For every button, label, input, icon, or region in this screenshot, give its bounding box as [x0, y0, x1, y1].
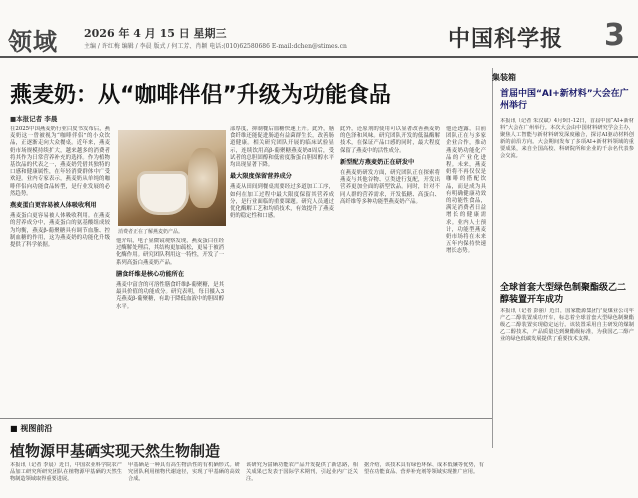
bottom-column-1: 本报讯（记者 李晨）近日，中国农业科学院农产品加工研究所研究团队在植物源甲基硒的天然生物制造领域取得重要进展。: [10, 462, 122, 482]
article-column-4: [340, 126, 440, 416]
sidebar-headline-2: 全球首套大型绿色制聚酯级乙二醇装置开车成功: [500, 283, 627, 305]
paragraph: 燕麦中富含的可溶性膳食纤维β-葡聚糖，是其最具价值的功能成分。研究表明，每日摄入3克燕麦β-葡聚糖，有助于降低血液中的胆固醇水平。: [116, 282, 224, 310]
sidebar-body-1: 本报讯（记者 朱汉斌）4月9日-12日，首届中国“AI+新材料”大会在广州举行。本次大会由中国材料研究学会主办，聚焦人工智能与新材料研发深度融合，探讨AI驱动材料创新的前沿方向。大会期间发布了多项AI+新材料领域的重要成果，来自全国高校、科研院所和企业的千余名代表参会交流。: [500, 118, 634, 159]
paragraph: 燕麦从田间到餐桌需要经过多道加工工序，如何在加工过程中最大限度保留其营养成分，是行业面临的重要课题。研究人员通过优化酶解工艺和均质技术，有效提升了燕麦奶的稳定性和口感。: [230, 184, 334, 220]
paragraph: 在2025中国燕麦奶行业白皮书发布后，燕麦奶这一曾被视为“咖啡伴侣”的小众饮品，正逐渐走向大众餐桌。近年来，燕麦奶市场规模持续扩大，越来越多的消费者将其作为日常营养补充的选择。作为植物基饮品的代表之一，燕麦奶凭借其独特的口感和健康属性，在年轻消费群体中广受欢迎。业内专家表示，燕麦奶从单纯的咖啡伴侣向功能食品转型，是行业发展的必然趋势。: [10, 126, 110, 197]
section-title: 领域: [8, 28, 58, 56]
bottom-column-3: 该研究为富硒功能农产品开发提供了新思路，相关成果已发表于国际学术期刊，引起业内广泛关注。: [246, 462, 358, 482]
subheading: 燕麦蛋白更容易被人体吸收利用: [10, 202, 97, 210]
bottom-divider: [0, 418, 492, 419]
issue-date: 2026 年 4 月 15 日 星期三: [84, 27, 227, 40]
paragraph: 他介绍，电子显微镜观察发现，燕麦蛋白在经过酶解处理后，其结构更加疏松，更易于被消化酶作用。研究团队利用这一特性，开发了一系列高蛋白燕麦奶产品。: [116, 238, 224, 266]
subheading: 新型配方燕麦奶正在研发中: [340, 158, 415, 166]
article-photo: [118, 130, 226, 226]
bottom-tag: ■ 视图前沿: [10, 424, 53, 433]
newspaper-logo: 中国科学报: [448, 26, 564, 52]
sidebar-tag: 集装箱: [492, 73, 516, 82]
bottom-headline: 植物源甲基硒实现天然生物制造: [10, 442, 221, 460]
cup-shape: [140, 174, 186, 212]
editorial-meta: 主编 / 许红梅 编辑 / 李晨 版式 / 何工芳、肖颖 电话:(010)62580686 E-mail:dchen@stimes.cn: [84, 43, 347, 50]
bottom-column-2: 甲基硒是一种具有高生物活性的有机硒形式。研究团队利用植物代谢途径，实现了甲基硒的高效合成。: [128, 462, 240, 482]
article-column-1: [10, 126, 110, 416]
article-column-2: [116, 238, 224, 416]
paragraph: 部厚度，抑制餐后血糖快速上升。此外，膳食纤维还能促进肠道有益菌群生长，改善肠道健康。相关研究团队开展的临床试验显示，连续饮用高β-葡聚糖燕麦奶8周后，受试者的总胆固醇和低密度脂蛋白胆固醇水平均出现显著下降。: [230, 126, 334, 169]
paragraph: 燕麦蛋白更容易被人体吸收利用。在燕麦的营养成分中，燕麦蛋白的氨基酸组成较为均衡，燕麦β-葡聚糖具有调节血脂、控制血糖的作用，这为燕麦奶的功能化升级提供了科学依据。: [10, 213, 110, 249]
paragraph: 在燕麦奶研发方面，研究团队正在探索将燕麦与其他谷物、豆类进行复配，开发出营养更加全面的新型饮品。同时，针对不同人群的营养需求，开发低糖、高蛋白、高纤维等多种功能型燕麦奶产品。: [340, 170, 440, 205]
article-column-5: [446, 126, 486, 416]
paragraph: 他还透露，目前团队正在与多家企业合作，推动燕麦奶功能化产品的产业化进程。未来，燕麦奶将不再仅仅是咖啡的搭配饮品，而是成为具有明确健康功效的功能性食品，满足消费者日益增长的健康需求。业内人士预计，功能型燕麦奶市场将在未来五年内保持快速增长态势。: [446, 126, 486, 255]
sidebar-divider: [492, 68, 493, 448]
sidebar-body-2: 本报讯（记者 彭丽）近日，国家能源集团宁夏煤业公司年产乙二醇装置成功开车，标志着全球首套大型绿色制聚酯级乙二醇装置实现稳定运行。该装置采用自主研发的煤制乙二醇技术，产品质量达到聚酯级标准，为我国乙二醇产业的绿色低碳发展提供了重要技术支撑。: [500, 308, 634, 342]
page-number: 3: [604, 18, 625, 53]
subheading: 膳食纤维是核心功能所在: [116, 270, 185, 278]
sidebar-headline-1: 首届中国“AI+新材料”大会在广州举行: [500, 89, 629, 111]
bottom-column-4: 据介绍，该技术具有绿色环保、成本低廉等优势，有望在功能食品、营养补充剂等领域实现推广应用。: [364, 462, 484, 475]
article-column-3: [230, 126, 334, 416]
article-byline: ■本报记者 李晨: [10, 115, 58, 123]
article-headline: 燕麦奶：从“咖啡伴侣”升级为功能食品: [10, 83, 391, 108]
subheading: 最大限度保留营养成分: [230, 173, 292, 181]
masthead: [0, 0, 638, 58]
paragraph: 此外，还原剂的使用可以显著改善燕麦奶的色泽和风味。研究团队开发的低温酶解技术，在保证产品口感的同时，最大程度保留了燕麦中的活性成分。: [340, 126, 440, 154]
photo-caption: 消费者正在了解燕麦奶产品。: [118, 229, 184, 235]
bottle-shape: [188, 148, 218, 208]
